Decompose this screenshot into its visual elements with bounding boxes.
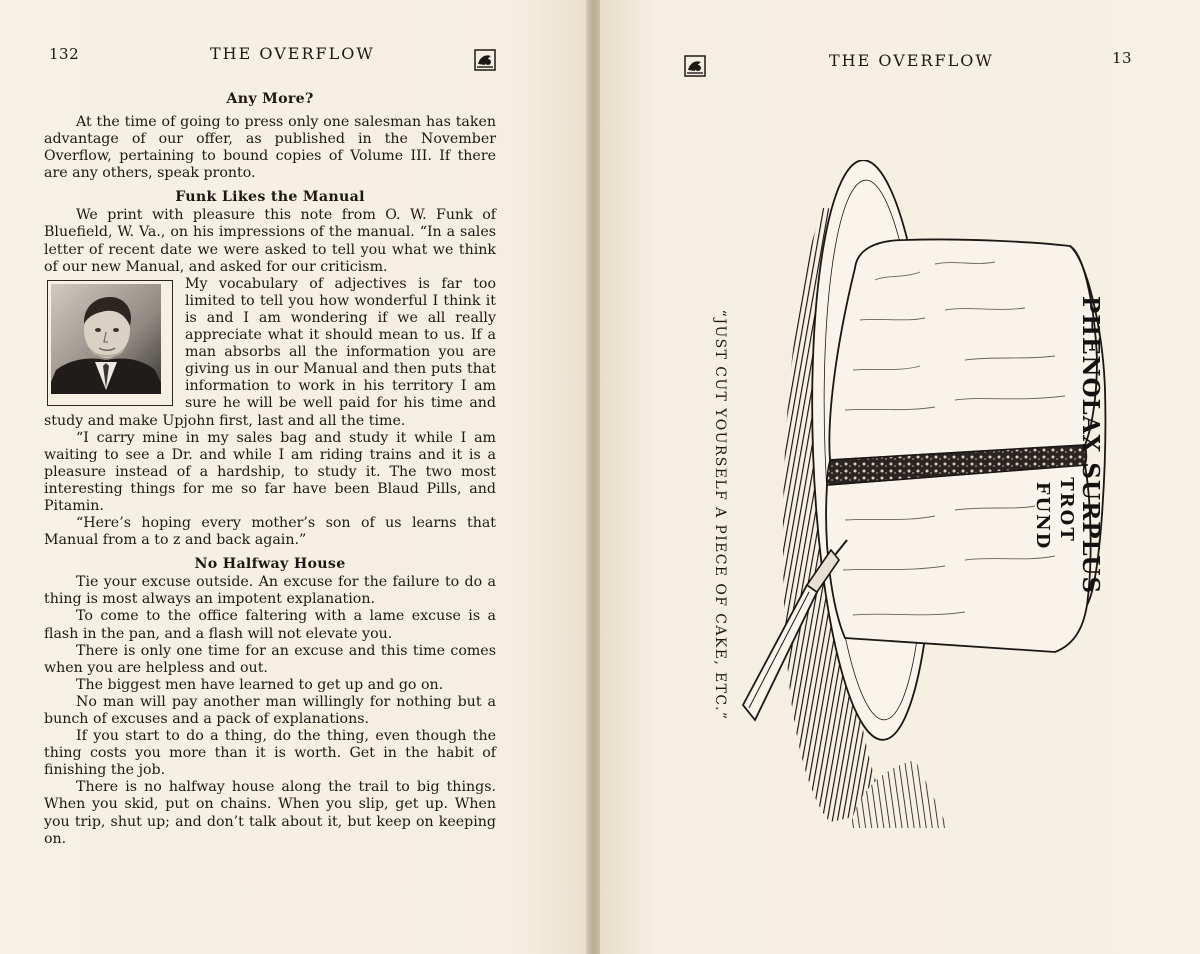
running-header-title: THE OVERFLOW [210,44,375,63]
ornament-icon [474,49,496,71]
paragraph: There is only one time for an excuse and this time comes when you are helpless and out. [44,642,496,676]
cake-illustration [735,160,1115,830]
heading-no-halfway-house: No Halfway House [194,556,346,573]
heading-funk-likes-manual: Funk Likes the Manual [175,189,365,206]
cake-label-trot: TROT [1056,477,1077,543]
paragraph: My vocabulary of adjectives is far too limited to tell you how wonderful I think it is and I am wondering if we all really appreciate what it should mean to us. If a man absorbs all the information you are giving us in our Manual and then puts that information to work in his territory I am sure he will be well paid for his time and study and make Upjohn first, last and all the time. [44,275,496,429]
paragraph: No man will pay another man willingly for nothing but a bunch of excuses and a pack of explanations. [44,693,496,727]
left-page [0,0,588,954]
portrait-photo [47,280,173,406]
paragraph: There is no halfway house along the trail to big things. When you skid, put on chains. When you slip, get up. When you trip, shut up; and don’t talk about it, but keep on keeping on. [44,779,496,847]
running-header-title: THE OVERFLOW [829,51,994,70]
cake-label-fund: FUND [1032,481,1053,551]
paragraph: At the time of going to press only one salesman has taken advantage of our offer, as published in the November Overflow, pertaining to bound copies of Volume III. If there are any others, speak pronto. [44,114,496,182]
page-number: 13 [1112,49,1133,67]
ornament-icon [684,55,706,77]
caption-text: “JUST CUT YOURSELF A PIECE OF CAKE, ETC.” [712,309,728,721]
page-number: 132 [49,45,80,63]
heading-any-more: Any More? [226,91,314,107]
paragraph: To come to the office faltering with a lame excuse is a flash in the pan, and a flash will not elevate you. [44,608,496,642]
paragraph: We print with pleasure this note from O. W. Funk of Bluefield, W. Va., on his impressions of the manual. “In a sales letter of recent date we were asked to tell you what we think of our new Manual, and asked for our criticism. [44,207,496,275]
paragraph: “Here’s hoping every mother’s son of us learns that Manual from a to z and back again.” [44,515,496,549]
paragraph: Tie your excuse outside. An excuse for the failure to do a thing is most always an impotent explanation. [44,574,496,608]
cake-label-top: PHENOLAX SURPLUS [1077,295,1104,595]
paragraph: The biggest men have learned to get up and go on. [76,676,444,693]
paragraph: “I carry mine in my sales bag and study it while I am waiting to see a Dr. and while I am riding trains and it is a pleasure instead of a hardship, to study it. The two most interesting things for me so far have been Blaud Pills, and Pitamin. [44,429,496,514]
paragraph: If you start to do a thing, do the thing, even though the thing costs you more than it is worth. Get in the habit of finishing the job. [44,728,496,779]
article-column [44,90,496,848]
